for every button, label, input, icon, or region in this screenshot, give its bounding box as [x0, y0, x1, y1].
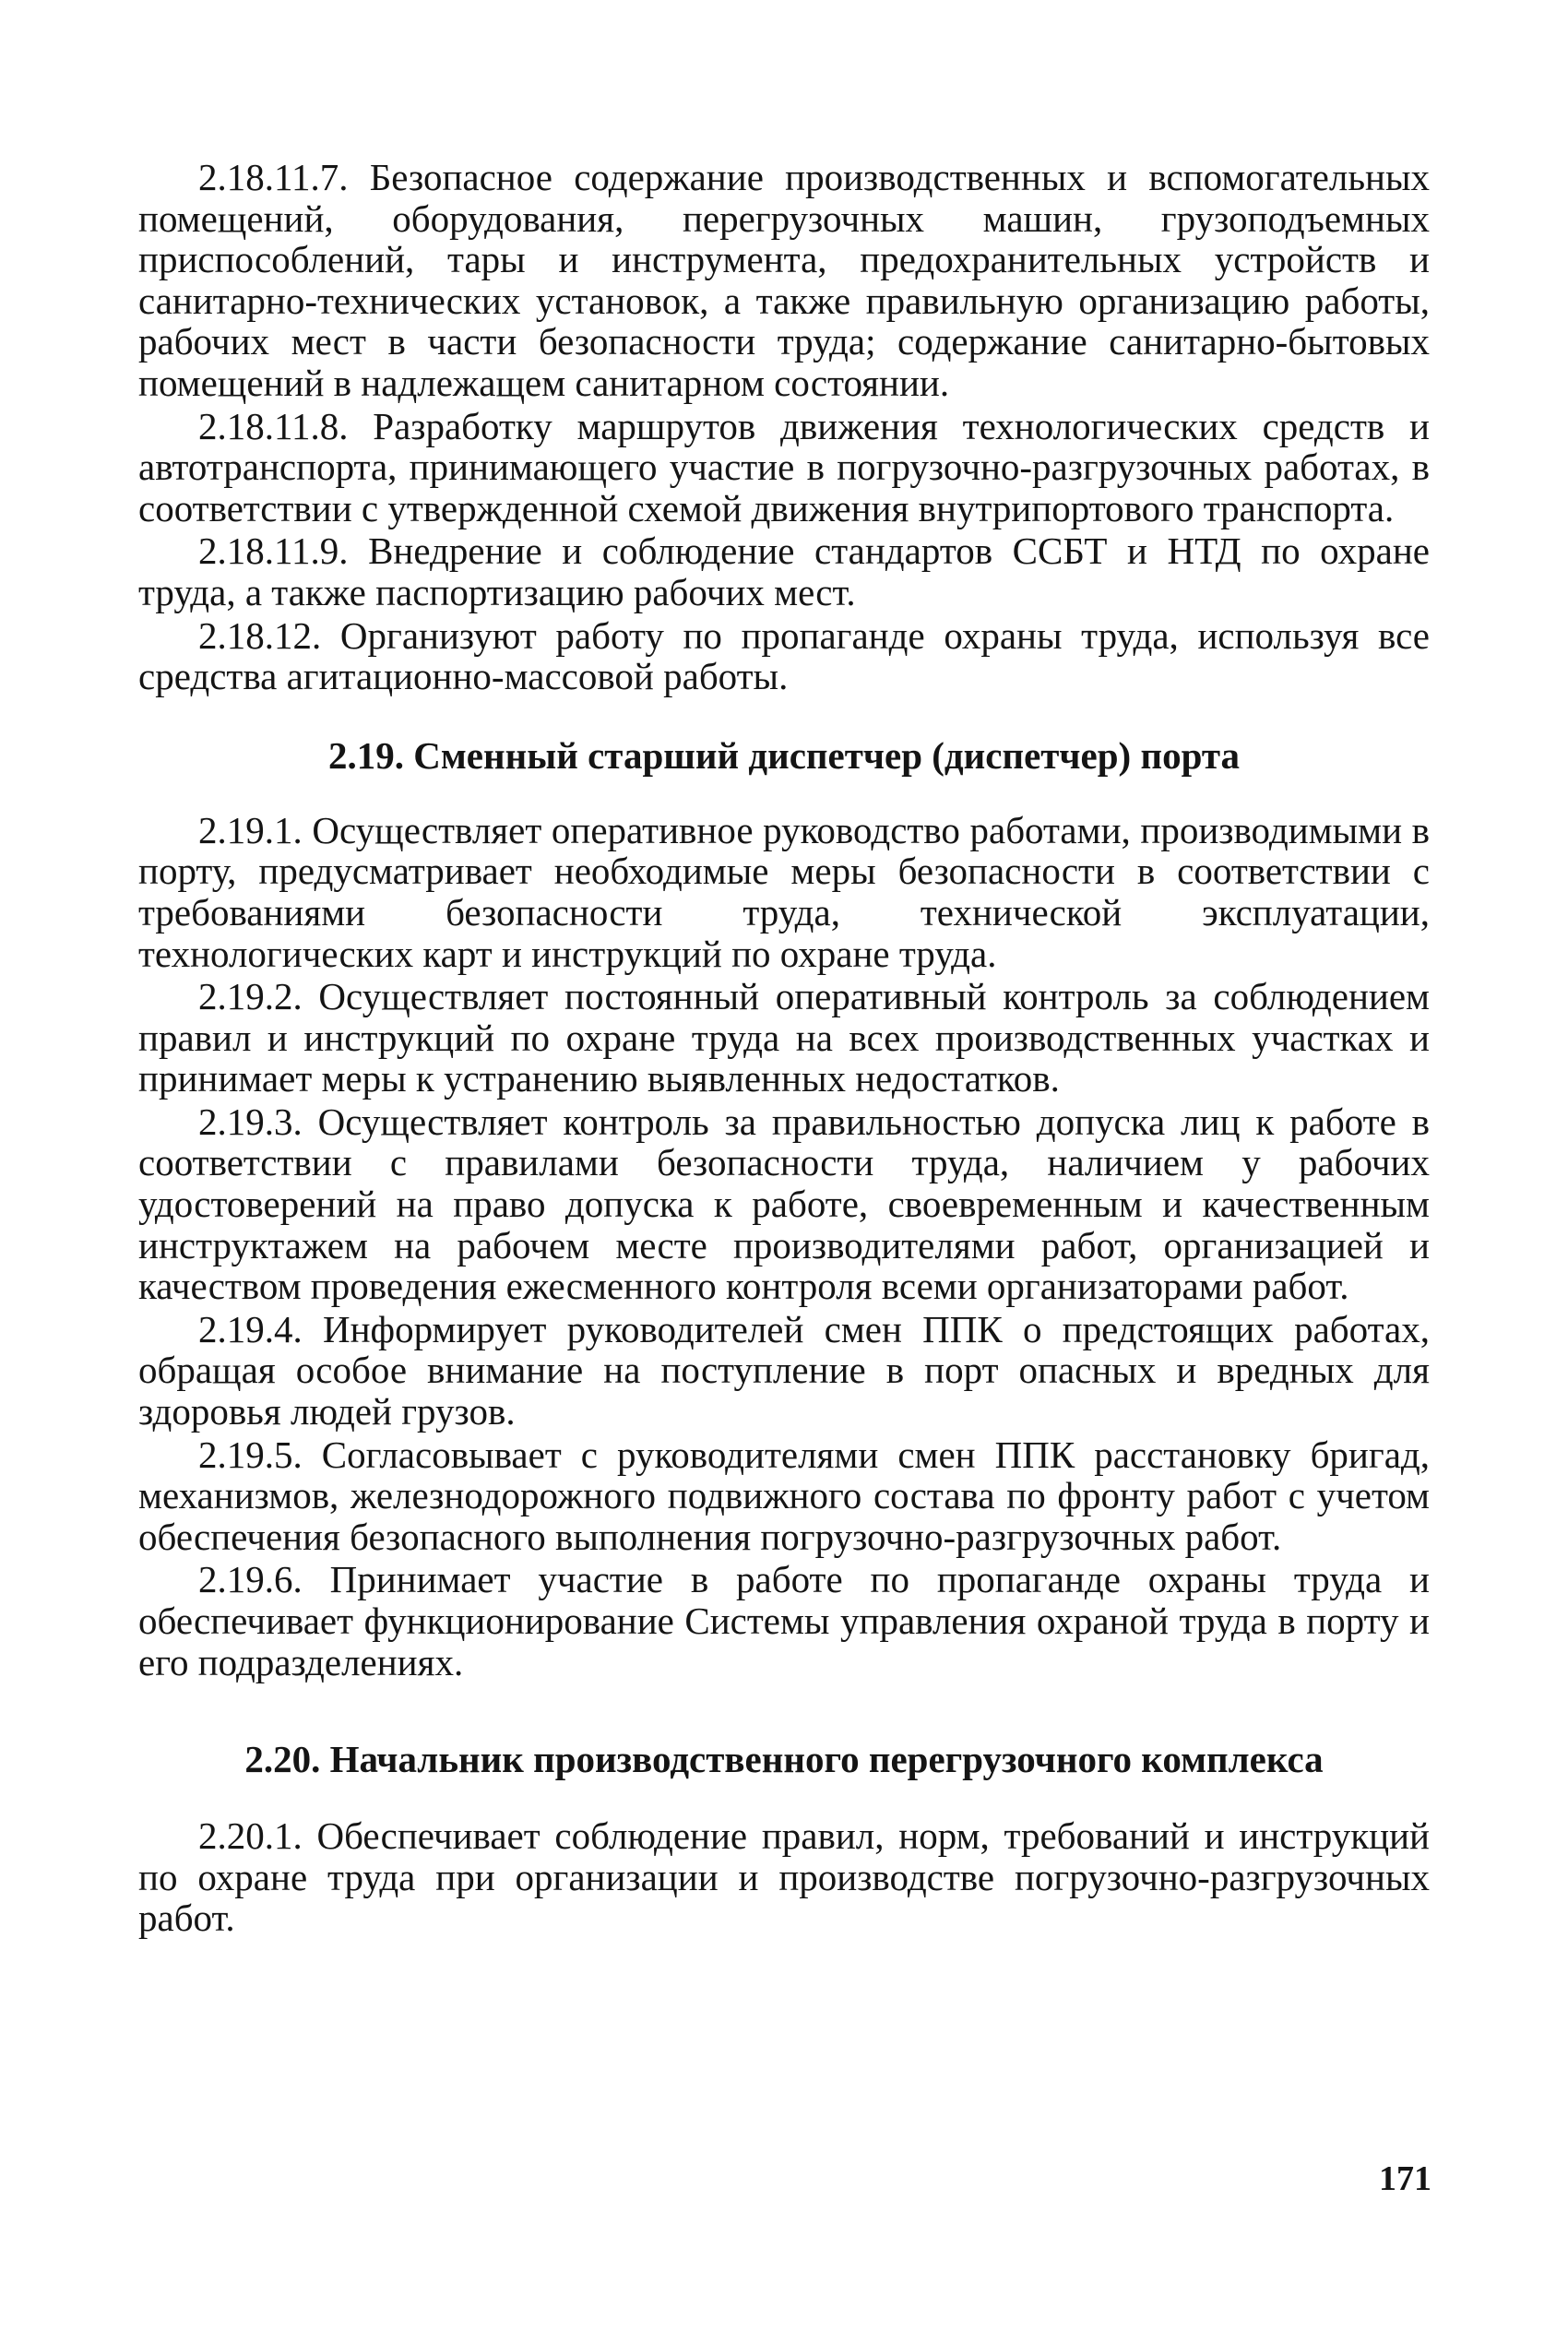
paragraph-2-18-12: 2.18.12. Организуют работу по пропаганде охраны труда, используя все средства агитационно-массовой работы. — [138, 613, 1430, 698]
paragraph-2-18-11-9: 2.18.11.9. Внедрение и соблюдение стандартов ССБТ и НТД по охране труда, а также паспортизацию рабочих мест. — [138, 529, 1430, 613]
paragraph-2-19-3: 2.19.3. Осуществляет контроль за правильностью допуска лиц к работе в соответствии с правилами безопасности труда, наличием у рабочих удостоверений на право допуска к работе, своевременным и качественным инструктажем на рабочем месте производителями работ, организацией и качеством проведения ежесменного контроля всеми организаторами работ. — [138, 1100, 1430, 1308]
paragraph-2-19-4: 2.19.4. Информирует руководителей смен ППК о предстоящих работах, обращая особое внимание на поступление в порт опасных и вредных для здоровья людей грузов. — [138, 1307, 1430, 1433]
paragraph-2-20-1: 2.20.1. Обеспечивает соблюдение правил, норм, требований и инструкций по охране труда при организации и производстве погрузочно-разгрузочных работ. — [138, 1814, 1430, 1940]
document-page — [138, 157, 1430, 1941]
paragraph-2-19-1: 2.19.1. Осуществляет оперативное руководство работами, производимыми в порту, предусматривает необходимые меры безопасности в соответствии с требованиями безопасности труда, технической эксплуатации, технологических карт и инструкций по охране труда. — [138, 808, 1430, 975]
page-number: 171 — [1379, 2159, 1431, 2198]
paragraph-2-19-5: 2.19.5. Согласовывает с руководителями смен ППК расстановку бригад, механизмов, железнодорожного подвижного состава по фронту работ с учетом обеспечения безопасного выполнения погрузочно-разгрузочных работ. — [138, 1433, 1430, 1558]
paragraph-2-19-6: 2.19.6. Принимает участие в работе по пропаганде охраны труда и обеспечивает функционирование Системы управления охраной труда в порту и его подразделениях. — [138, 1558, 1430, 1683]
paragraph-2-18-11-8: 2.18.11.8. Разработку маршрутов движения технологических средств и автотранспорта, принимающего участие в погрузочно-разгрузочных работах, в соответствии с утвержденной схемой движения внутрипортового транспорта. — [138, 404, 1430, 529]
section-heading-2-19: 2.19. Сменный старший диспетчер (диспетчер) порта — [328, 733, 1240, 777]
paragraph-2-19-2: 2.19.2. Осуществляет постоянный оперативный контроль за соблюдением правил и инструкций по охране труда на всех производственных участках и принимает меры к устранению выявленных недостатков. — [138, 975, 1430, 1100]
section-heading-2-20: 2.20. Начальник производственного перегрузочного комплекса — [244, 1738, 1324, 1781]
paragraph-2-18-11-7: 2.18.11.7. Безопасное содержание производственных и вспомогательных помещений, оборудования, перегрузочных машин, грузоподъемных приспособлений, тары и инструмента, предохранительных устройств и санитарно-технических установок, а также правильную организацию работы, рабочих мест в части безопасности труда; содержание санитарно-бытовых помещений в надлежащем санитарном состоянии. — [138, 156, 1430, 404]
